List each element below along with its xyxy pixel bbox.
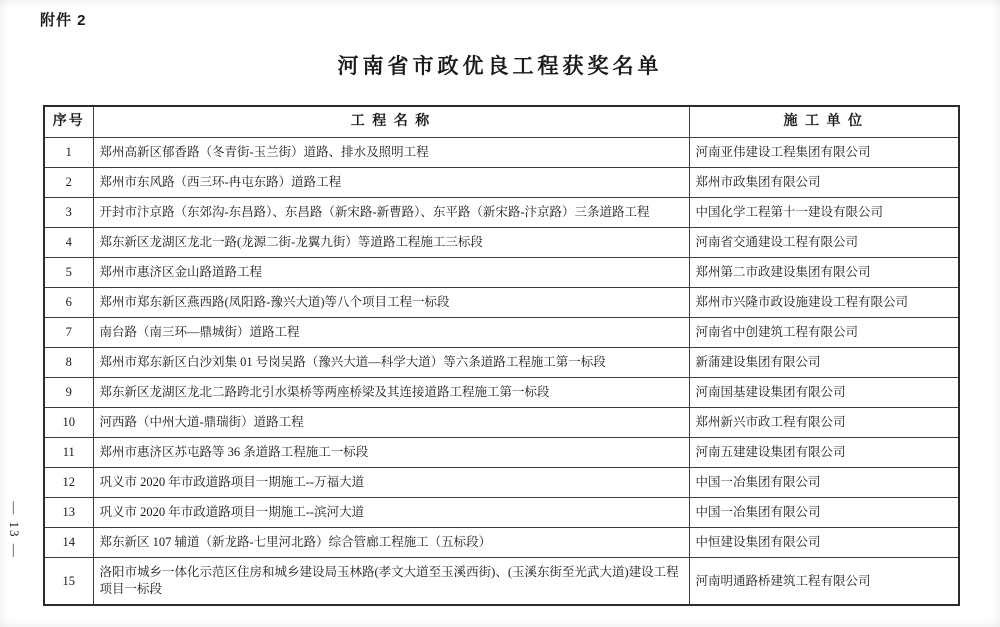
row-index: 10 — [44, 408, 93, 438]
header-index: 序号 — [44, 106, 93, 138]
project-name: 郑州高新区郁香路（冬青街-玉兰街）道路、排水及照明工程 — [93, 138, 689, 168]
table-row — [44, 408, 959, 438]
row-index: 1 — [44, 138, 93, 168]
project-name: 巩义市 2020 年市政道路项目一期施工--万福大道 — [93, 468, 689, 498]
header-contractor: 施 工 单 位 — [689, 106, 959, 138]
table-header-row — [44, 106, 959, 138]
table-row — [44, 378, 959, 408]
contractor-name: 河南省中创建筑工程有限公司 — [689, 318, 959, 348]
table-row — [44, 168, 959, 198]
project-name: 巩义市 2020 年市政道路项目一期施工--滨河大道 — [93, 498, 689, 528]
contractor-name: 中国一冶集团有限公司 — [689, 498, 959, 528]
contractor-name: 郑州新兴市政工程有限公司 — [689, 408, 959, 438]
row-index: 14 — [44, 528, 93, 558]
contractor-name: 中恒建设集团有限公司 — [689, 528, 959, 558]
project-name: 郑州市郑东新区燕西路(凤阳路-豫兴大道)等八个项目工程一标段 — [93, 288, 689, 318]
table-row — [44, 468, 959, 498]
contractor-name: 郑州市兴隆市政设施建设工程有限公司 — [689, 288, 959, 318]
row-index: 11 — [44, 438, 93, 468]
table-row — [44, 228, 959, 258]
contractor-name: 河南亚伟建设工程集团有限公司 — [689, 138, 959, 168]
row-index: 13 — [44, 498, 93, 528]
project-name: 河西路（中州大道-鼎瑞街）道路工程 — [93, 408, 689, 438]
contractor-name: 中国化学工程第十一建设有限公司 — [689, 198, 959, 228]
row-index: 7 — [44, 318, 93, 348]
project-name: 南台路（南三环—鼎城街）道路工程 — [93, 318, 689, 348]
row-index: 5 — [44, 258, 93, 288]
table-row — [44, 318, 959, 348]
table-row — [44, 138, 959, 168]
table-row — [44, 498, 959, 528]
attachment-label: 附件 2 — [40, 12, 87, 29]
contractor-name: 河南明通路桥建筑工程有限公司 — [689, 558, 959, 606]
header-project-name: 工 程 名 称 — [93, 106, 689, 138]
row-index: 9 — [44, 378, 93, 408]
page-title: 河南省市政优良工程获奖名单 — [337, 55, 663, 78]
table-row — [44, 348, 959, 378]
project-name: 郑东新区龙湖区龙北一路(龙源二街-龙翼九街）等道路工程施工三标段 — [93, 228, 689, 258]
contractor-name: 河南五建建设集团有限公司 — [689, 438, 959, 468]
project-name: 郑州市惠济区金山路道路工程 — [93, 258, 689, 288]
table-row — [44, 288, 959, 318]
row-index: 3 — [44, 198, 93, 228]
table-row — [44, 258, 959, 288]
page-number: — 13 — — [7, 501, 22, 559]
table-body — [44, 138, 959, 606]
row-index: 8 — [44, 348, 93, 378]
table-row — [44, 558, 959, 606]
contractor-name: 河南国基建设集团有限公司 — [689, 378, 959, 408]
project-name: 郑州市郑东新区白沙刘集 01 号岗吴路（豫兴大道—科学大道）等六条道路工程施工第一标段 — [93, 348, 689, 378]
contractor-name: 新蒲建设集团有限公司 — [689, 348, 959, 378]
row-index: 12 — [44, 468, 93, 498]
contractor-name: 河南省交通建设工程有限公司 — [689, 228, 959, 258]
contractor-name: 中国一冶集团有限公司 — [689, 468, 959, 498]
row-index: 6 — [44, 288, 93, 318]
project-name: 郑州市惠济区苏屯路等 36 条道路工程施工一标段 — [93, 438, 689, 468]
table-row — [44, 528, 959, 558]
row-index: 15 — [44, 558, 93, 606]
row-index: 4 — [44, 228, 93, 258]
table-row — [44, 198, 959, 228]
table-row — [44, 438, 959, 468]
project-name: 开封市汴京路（东郊沟-东昌路）、东昌路（新宋路-新曹路）、东平路（新宋路-汴京路）三条道路工程 — [93, 198, 689, 228]
row-index: 2 — [44, 168, 93, 198]
project-name: 郑东新区龙湖区龙北二路跨北引水渠桥等两座桥梁及其连接道路工程施工第一标段 — [93, 378, 689, 408]
award-table — [43, 105, 960, 606]
project-name: 郑州市东风路（西三环-冉屯东路）道路工程 — [93, 168, 689, 198]
project-name: 洛阳市城乡一体化示范区住房和城乡建设局玉林路(孝文大道至玉溪西街)、(玉溪东街至光武大道)建设工程项目一标段 — [93, 558, 689, 606]
contractor-name: 郑州第二市政建设集团有限公司 — [689, 258, 959, 288]
contractor-name: 郑州市政集团有限公司 — [689, 168, 959, 198]
project-name: 郑东新区 107 辅道（新龙路-七里河北路）综合管廊工程施工（五标段） — [93, 528, 689, 558]
